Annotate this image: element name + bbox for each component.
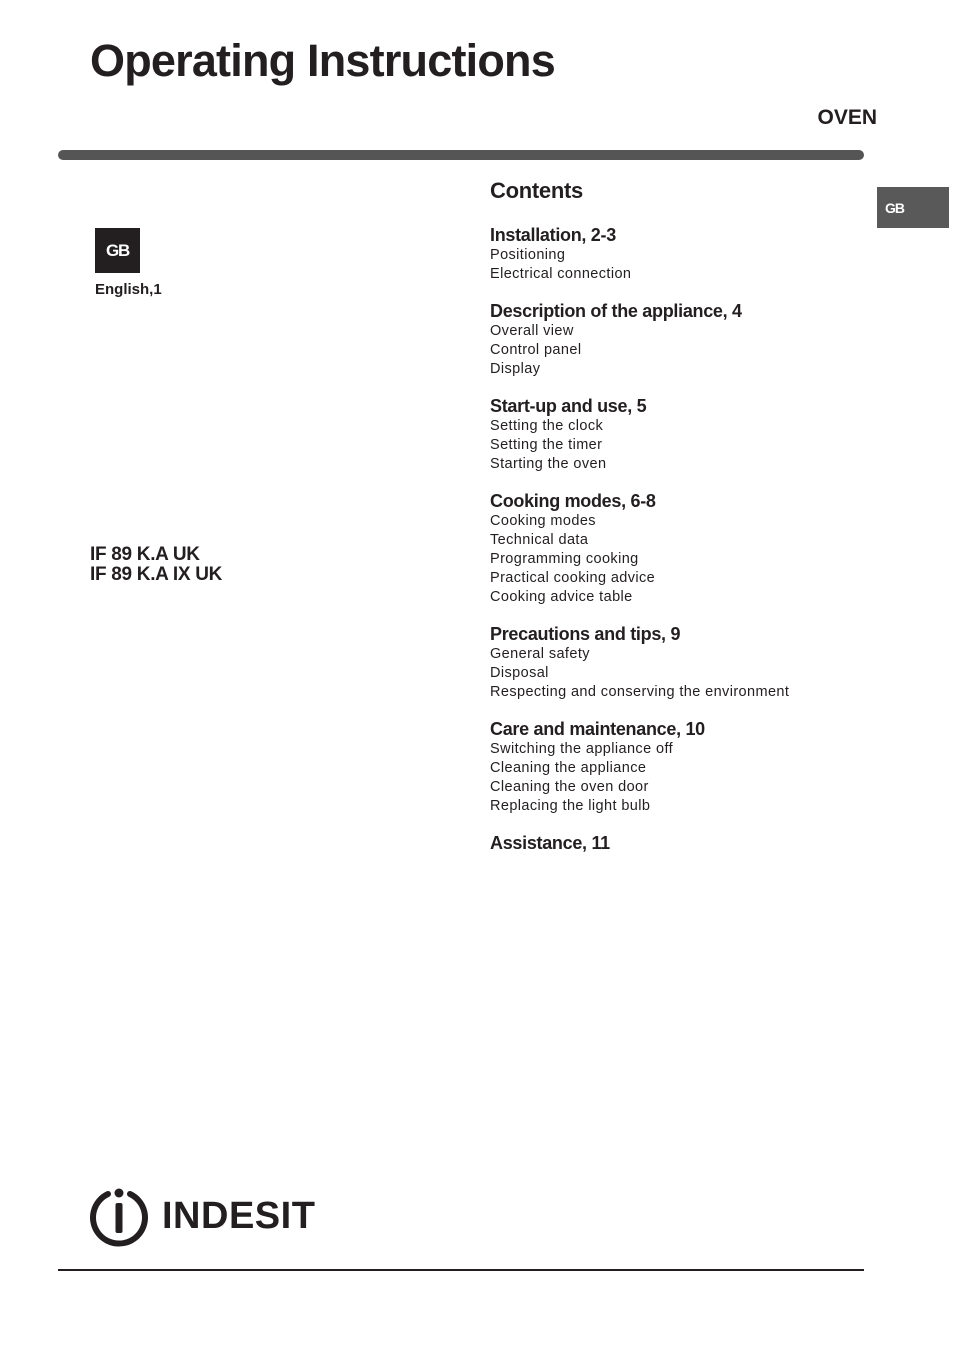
page-title: Operating Instructions: [90, 35, 555, 86]
section-item: Cooking advice table: [490, 589, 633, 605]
section-item: Switching the appliance off: [490, 741, 674, 757]
section-title: Care and maintenance, 10: [490, 719, 705, 739]
model-number: IF 89 K.A IX UK: [90, 564, 223, 585]
section-item: Cleaning the oven door: [490, 779, 649, 795]
contents-section: [490, 300, 870, 379]
section-item: Respecting and conserving the environment: [490, 684, 790, 700]
footer-divider: [58, 1269, 864, 1271]
contents-title: Contents: [490, 178, 583, 203]
section-item: Starting the oven: [490, 456, 607, 472]
brand-logo: [88, 1183, 315, 1249]
product-type: OVEN: [817, 106, 877, 129]
contents-section: [490, 224, 870, 284]
section-title: Precautions and tips, 9: [490, 624, 681, 644]
section-title: Installation, 2-3: [490, 225, 616, 245]
language-label: English,1: [95, 281, 162, 298]
language-badge: GB: [95, 228, 140, 273]
indesit-logo-icon: [88, 1185, 150, 1247]
section-item: General safety: [490, 646, 590, 662]
section-item: Disposal: [490, 665, 549, 681]
contents-section: [490, 623, 870, 702]
section-title: Assistance, 11: [490, 833, 610, 853]
section-title: Start-up and use, 5: [490, 396, 647, 416]
section-item: Cooking modes: [490, 513, 596, 529]
contents-section: [490, 832, 870, 854]
header-divider: [58, 150, 864, 160]
contents-section: [490, 718, 870, 816]
section-title: Cooking modes, 6-8: [490, 491, 656, 511]
section-item: Overall view: [490, 323, 574, 339]
section-item: Cleaning the appliance: [490, 760, 647, 776]
contents-section: [490, 490, 870, 607]
section-item: Practical cooking advice: [490, 570, 656, 586]
model-list: [90, 545, 222, 585]
language-side-tab: GB: [877, 187, 949, 228]
section-item: Control panel: [490, 342, 582, 358]
brand-name: INDESIT: [162, 1194, 316, 1237]
model-number: IF 89 K.A UK: [90, 544, 200, 565]
table-of-contents: [490, 178, 870, 870]
section-item: Programming cooking: [490, 551, 639, 567]
contents-sections: [490, 224, 870, 854]
contents-section: [490, 395, 870, 474]
section-item: Technical data: [490, 532, 589, 548]
section-title: Description of the appliance, 4: [490, 301, 742, 321]
section-item: Electrical connection: [490, 266, 632, 282]
section-item: Setting the clock: [490, 418, 604, 434]
section-item: Display: [490, 361, 541, 377]
section-item: Replacing the light bulb: [490, 798, 651, 814]
section-item: Setting the timer: [490, 437, 603, 453]
section-item: Positioning: [490, 247, 566, 263]
